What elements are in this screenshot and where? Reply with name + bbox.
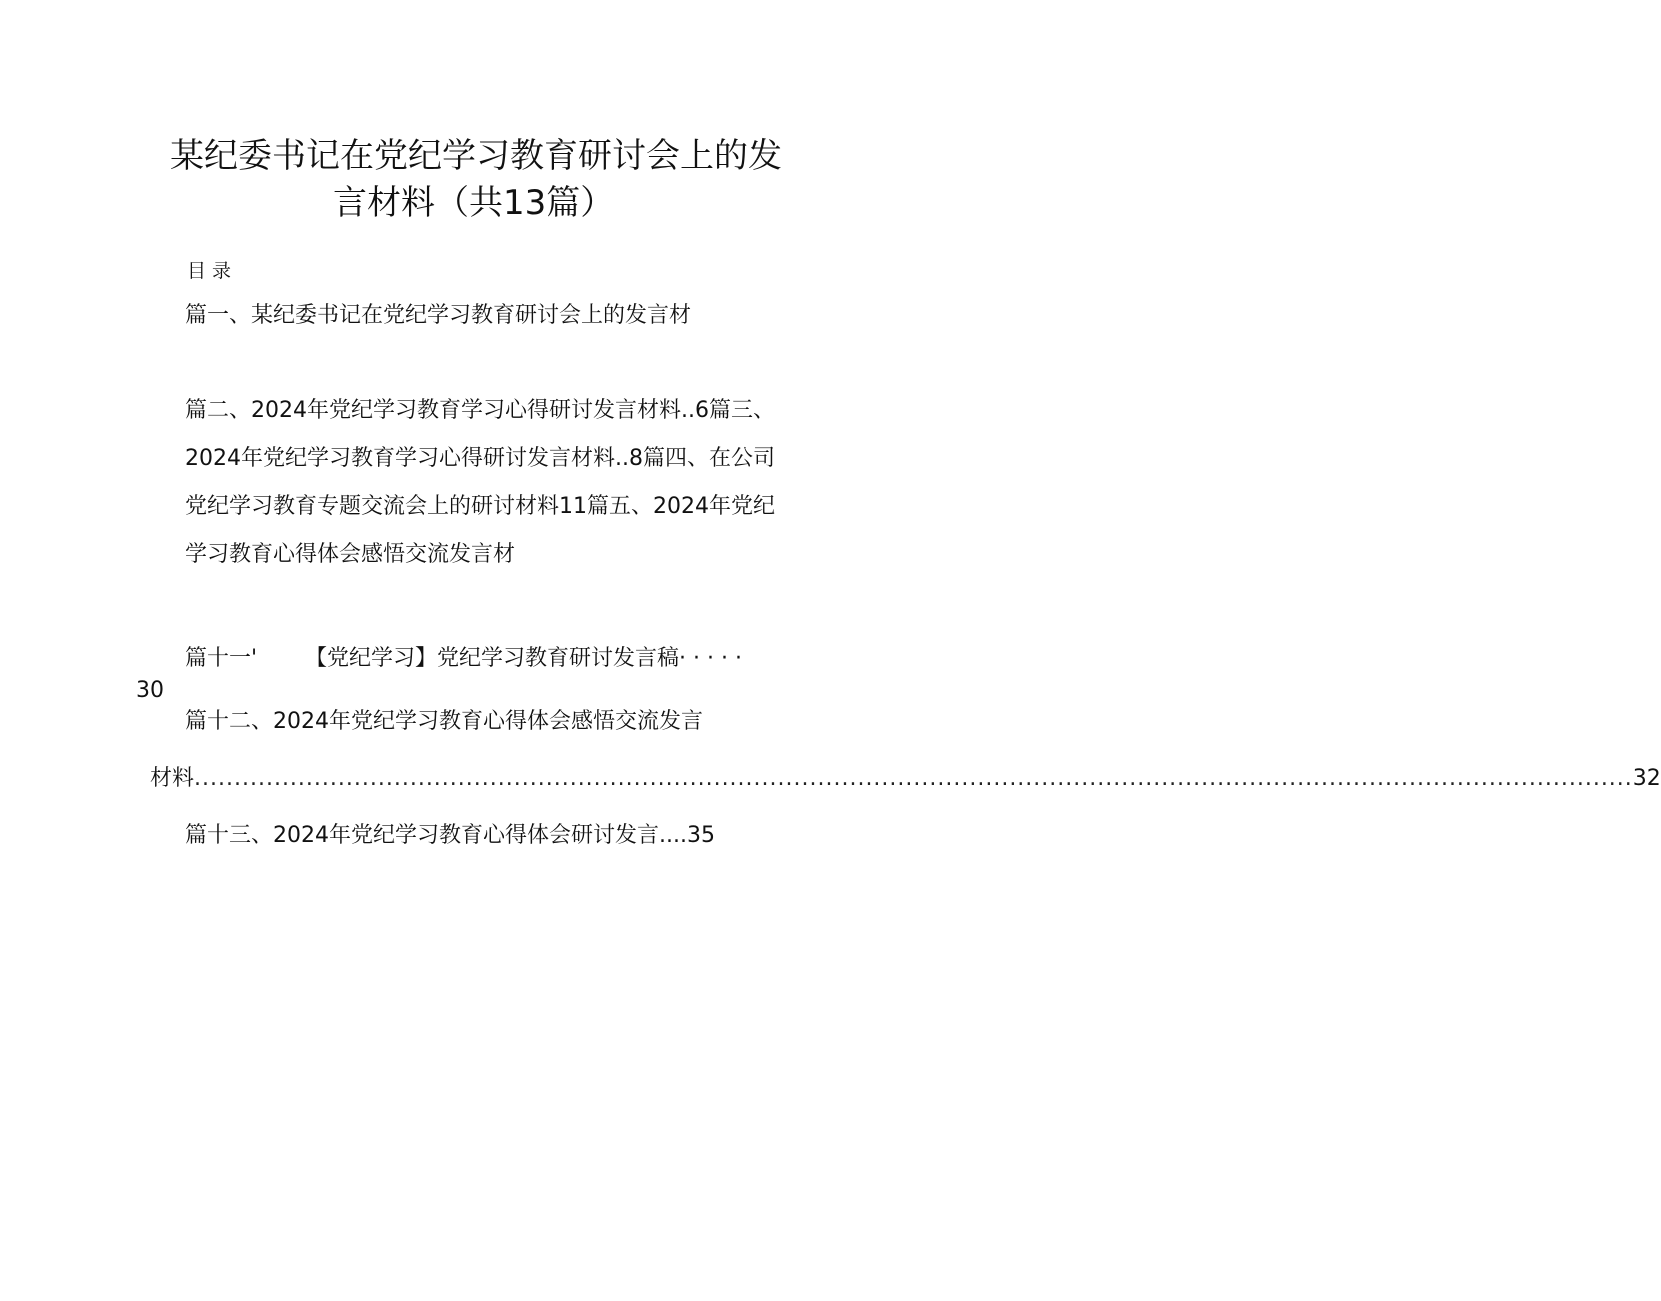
toc-heading: 目录 [187, 260, 238, 282]
toc-entry-11-title: 【党纪学习】党纪学习教育研讨发言稿· · · · · [305, 646, 742, 671]
toc-entry-13: 篇十三、2024年党纪学习教育心得体会研讨发言....35 [185, 823, 715, 848]
leader-dots: .................................................................................................................................................................................... [194, 766, 1633, 791]
toc-entry-12-line-1: 篇十二、2024年党纪学习教育心得体会感悟交流发言 [185, 709, 703, 734]
toc-entry-2-line-3: 党纪学习教育专题交流会上的研讨材料11篇五、2024年党纪 [185, 494, 775, 519]
toc-entry-2-line-2: 2024年党纪学习教育学习心得研讨发言材料..8篇四、在公司 [185, 446, 775, 471]
toc-entry-1: 篇一、某纪委书记在党纪学习教育研讨会上的发言材 [185, 303, 692, 328]
title-line-1: 某纪委书记在党纪学习教育研讨会上的发 [170, 136, 782, 176]
toc-entry-2-line-4: 学习教育心得体会感悟交流发言材 [185, 542, 516, 567]
toc-entry-2-line-1: 篇二、2024年党纪学习教育学习心得研讨发言材料..6篇三、 [185, 398, 775, 423]
toc-entry-11-page: 30 [136, 678, 164, 703]
title-line-2: 言材料（共13篇） [333, 183, 615, 223]
toc-entry-12-page: 32 [1632, 766, 1661, 791]
toc-entry-12-line-2 [150, 764, 1661, 794]
toc-entry-11-prefix: 篇十一' [185, 646, 258, 671]
toc-entry-12-text: 材料 [150, 766, 195, 791]
